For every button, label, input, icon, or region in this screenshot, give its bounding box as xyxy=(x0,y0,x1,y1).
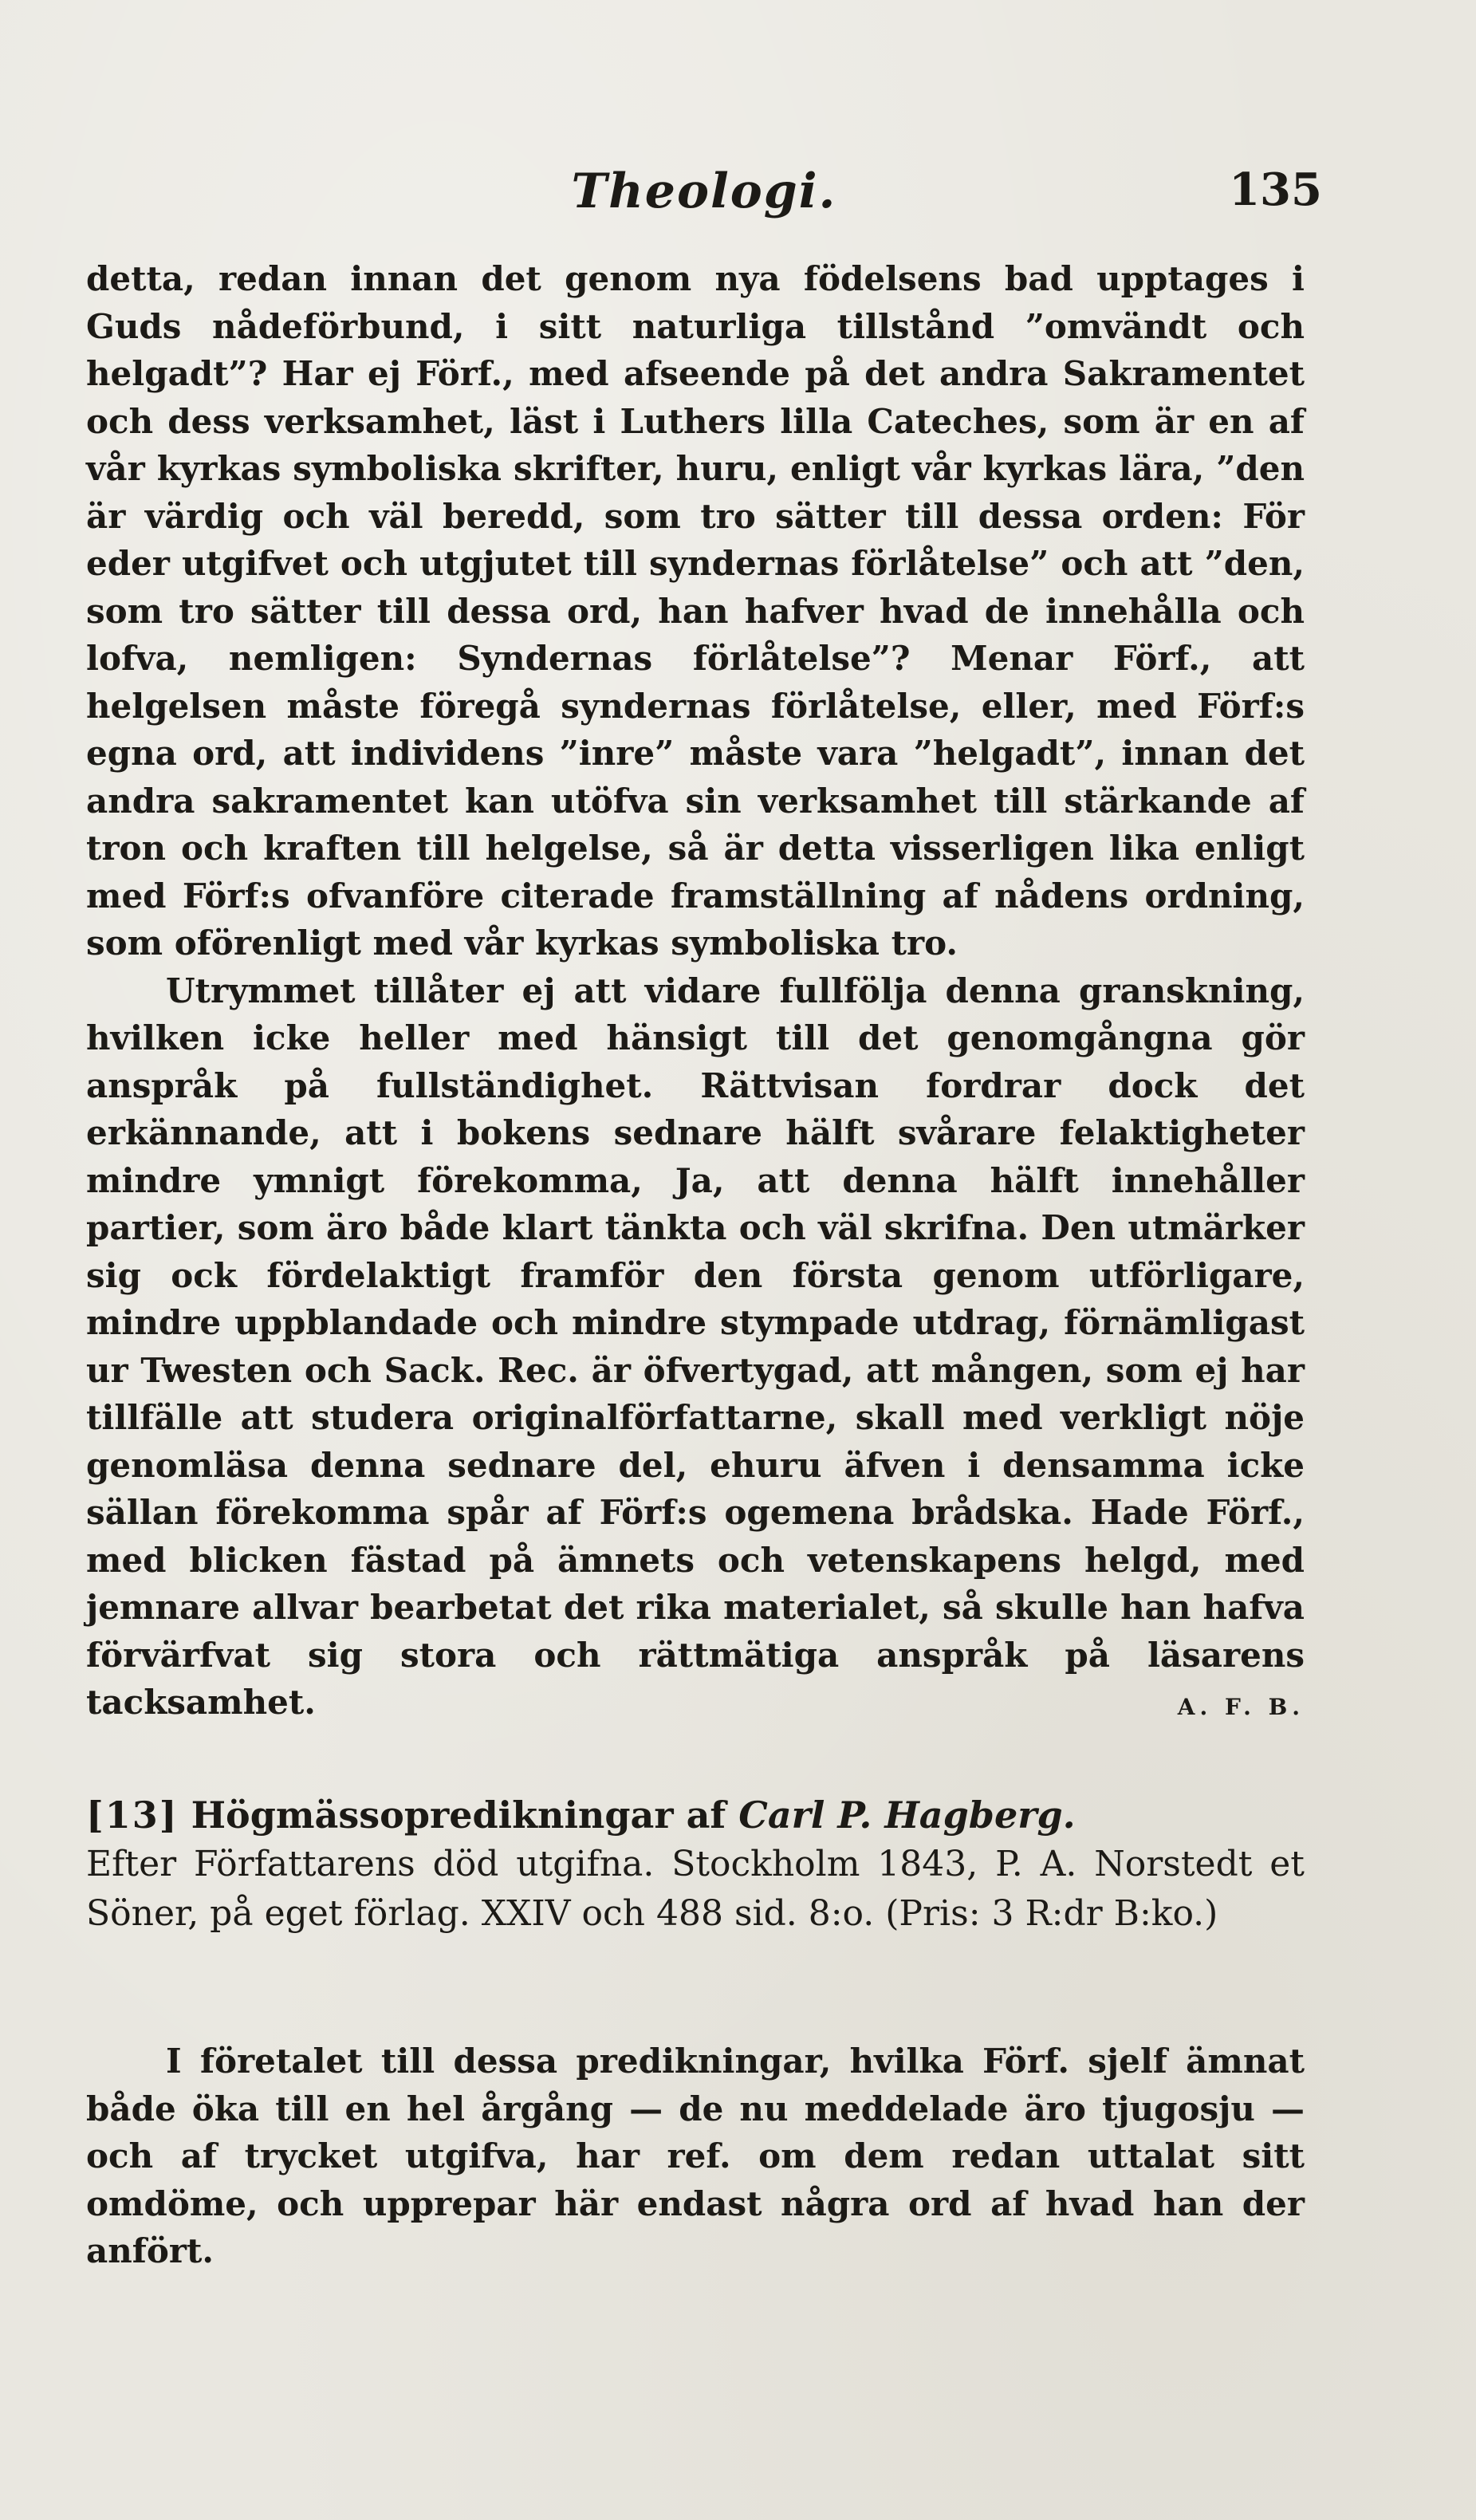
entry-text xyxy=(86,2038,1305,2275)
review-paragraph: Utrymmet tillåter ej att vidare fullfölja denna granskning, hvilken icke heller med hänsigt till det genomgångna gör anspråk på fullständighet. Rättvisan fordrar dock det erkännande, att i bokens sednare hälft svårare felaktigheter mindre ymnigt förekomma, Ja, att denna hälft innehåller partier, som äro både klart tänkta och väl skrifna. Den utmärker sig ock fördelaktigt framför den första genom utförligare, mindre uppblandade och mindre stympade utdrag, förnämligast ur Twesten och Sack. Rec. är öfvertygad, att mången, som ej har tillfälle att studera originalförfattarne, skall med verkligt nöje genomläsa denna sednare del, ehuru äfven i densamma icke sällan förekomma spår af Förf:s ogemena brådska. Hade Förf., med blicken fästad på ämnets och vetenskapens helgd, med jemnare allvar bearbetat det rika materialet, så skulle han hafva förvärfvat sig stora och rättmätiga anspråk på läsarens tacksamhet. xyxy=(86,971,1305,1722)
reviewer-signature: A. F. B. xyxy=(1177,1693,1305,1720)
entry-paragraph: I företalet till dessa predikningar, hvilka Förf. sjelf ämnat både öka till en hel årgång — de nu meddelade äro tjugosju — och af trycket utgifva, har ref. om dem redan uttalat sitt omdöme, och upprepar här endast några ord af hvad han der anfört. xyxy=(86,2042,1305,2270)
entry-heading xyxy=(86,1790,1305,1840)
entry-author: Carl P. Hagberg. xyxy=(738,1794,1076,1837)
entry-number: [13] xyxy=(86,1794,179,1837)
running-head: Theologi. xyxy=(571,163,837,219)
book-entry xyxy=(86,1790,1305,1939)
page-header xyxy=(86,163,1322,219)
entry-title: Högmässopredikningar af xyxy=(191,1794,726,1837)
review-text xyxy=(86,255,1305,1723)
page-number: 135 xyxy=(1229,163,1322,216)
entry-publication-details: Efter Författarens död utgifna. Stockholm 1843, P. A. Norstedt et Söner, på eget förlag. XXIV och 488 sid. 8:o. (Pris: 3 R:dr B:ko.) xyxy=(86,1844,1305,1934)
review-paragraph: detta, redan innan det genom nya födelsens bad upptages i Guds nådeförbund, i sitt naturliga tillstånd ”omvändt och helgadt”? Har ej Förf., med afseende på det andra Sakramentet och dess verksamhet, läst i Luthers lilla Cateches, som är en af vår kyrkas symboliska skrifter, huru, enligt vår kyrkas lära, ”den är värdig och väl beredd, som tro sätter till dessa orden: För eder utgifvet och utgjutet till syndernas förlåtelse” och att ”den, som tro sätter till dessa ord, han hafver hvad de innehålla och lofva, nemligen: Syndernas förlåtelse”? Menar Förf., att helgelsen måste föregå syndernas förlåtelse, eller, med Förf:s egna ord, att individens ”inre” måste vara ”helgadt”, innan det andra sakramentet kan utöfva sin verksamhet till stärkande af tron och kraften till helgelse, så är detta visserligen lika enligt med Förf:s ofvanföre citerade framställning af nådens ordning, som oförenligt med vår kyrkas symboliska tro. xyxy=(86,259,1305,963)
